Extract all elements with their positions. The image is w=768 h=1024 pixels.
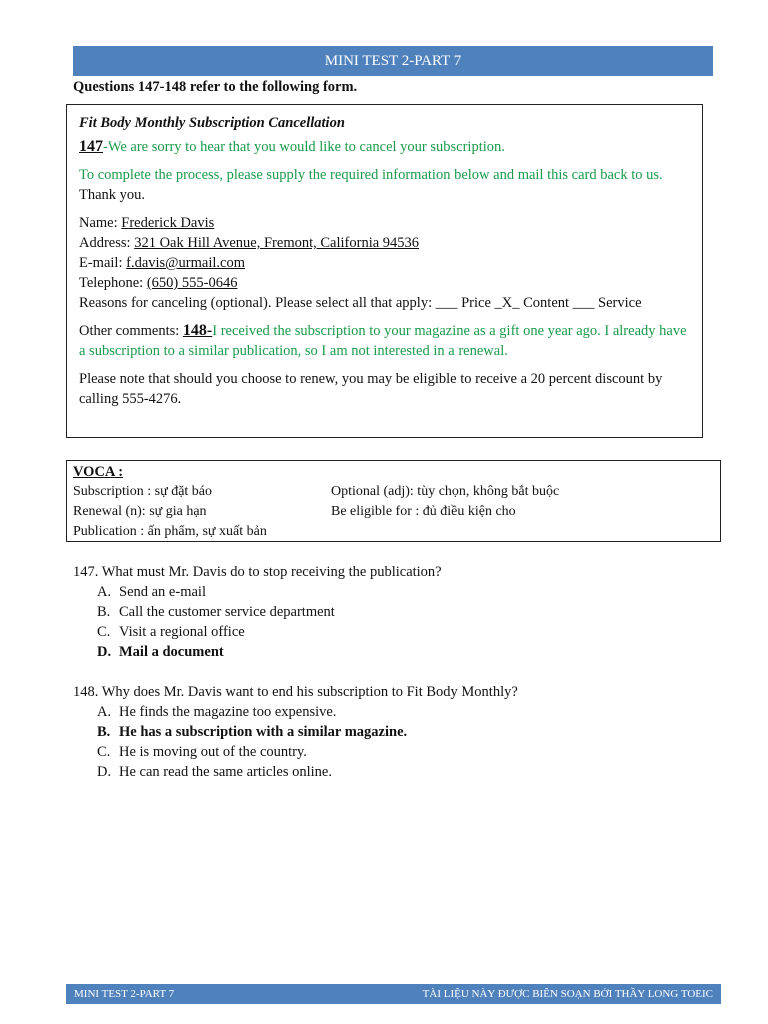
- address-row: [79, 233, 690, 253]
- option-text: He finds the magazine too expensive.: [119, 704, 337, 720]
- reasons-row: Reasons for canceling (optional). Please select all that apply: ___ Price _X_ Content ___ Service: [79, 295, 642, 311]
- vocabulary-box: [66, 460, 721, 542]
- voca-term: Renewal (n): sự gia hạn: [73, 504, 207, 519]
- intro-text: Questions 147-148 refer to the following form.: [73, 79, 358, 95]
- email-row: [79, 253, 690, 273]
- option-letter: A.: [97, 704, 112, 720]
- question-147: [73, 562, 442, 662]
- option-text: Call the customer service department: [119, 604, 335, 620]
- q147-marker: 147: [79, 138, 103, 155]
- option-letter: B.: [97, 724, 111, 740]
- answer-option: [73, 602, 442, 622]
- voca-term: Be eligible for : đủ điều kiện cho: [331, 504, 516, 519]
- answer-option: [73, 762, 518, 782]
- name-value: Frederick Davis: [121, 215, 215, 231]
- comments-text: I received the subscription to your magazine as a gift one year ago. I already have a subscription to a similar publication, so I am not interested in a renewal.: [79, 323, 687, 359]
- voca-term: Optional (adj): tùy chọn, không bắt buộc: [331, 484, 560, 499]
- form-line-1-text: -We are sorry to hear that you would like to cancel your subscription.: [103, 139, 505, 155]
- address-label: Address:: [79, 235, 135, 251]
- option-letter: D.: [97, 764, 112, 780]
- option-text: He is moving out of the country.: [119, 744, 307, 760]
- telephone-row: [79, 273, 690, 293]
- page-footer: [66, 984, 721, 1004]
- question-text: 148. Why does Mr. Davis want to end his subscription to Fit Body Monthly?: [73, 684, 518, 700]
- voca-row: [73, 482, 714, 502]
- option-text: He can read the same articles online.: [119, 764, 332, 780]
- voca-row: [73, 502, 714, 522]
- answer-option: [73, 622, 442, 642]
- option-text: Send an e-mail: [119, 584, 206, 600]
- address-value: 321 Oak Hill Avenue, Fremont, California 94536: [134, 235, 420, 251]
- telephone-value: (650) 555-0646: [146, 275, 238, 291]
- cancellation-form: [66, 104, 703, 438]
- footer-left: MINI TEST 2-PART 7: [74, 988, 175, 1000]
- answer-option: [73, 582, 442, 602]
- form-line-2: [79, 165, 690, 205]
- voca-title: VOCA :: [73, 464, 124, 480]
- option-letter: A.: [97, 584, 112, 600]
- option-letter: C.: [97, 624, 111, 640]
- name-row: [79, 213, 690, 233]
- q148-marker: 148-: [182, 322, 213, 339]
- voca-term: Publication : ấn phẩm, sự xuất bản: [73, 524, 267, 539]
- correct-answer-option: [73, 722, 518, 742]
- comments-row: [79, 321, 690, 361]
- option-text: Visit a regional office: [119, 624, 245, 640]
- email-value: f.davis@urmail.com: [126, 255, 245, 271]
- answer-option: [73, 742, 518, 762]
- correct-answer-option: [73, 642, 442, 662]
- form-title: Fit Body Monthly Subscription Cancellation: [79, 115, 345, 131]
- option-text: He has a subscription with a similar magazine.: [119, 724, 408, 740]
- question-text: 147. What must Mr. Davis do to stop receiving the publication?: [73, 564, 442, 580]
- email-label: E-mail:: [79, 255, 127, 271]
- footer-right: TÀI LIỆU NÀY ĐƯỢC BIÊN SOẠN BỞI THẦY LONG TOEIC: [422, 988, 713, 1000]
- page-header: MINI TEST 2-PART 7: [73, 46, 713, 76]
- option-letter: D.: [97, 644, 112, 660]
- voca-term: Subscription : sự đặt báo: [73, 484, 213, 499]
- name-label: Name:: [79, 215, 122, 231]
- voca-row: [73, 522, 714, 542]
- answer-option: [73, 702, 518, 722]
- option-letter: C.: [97, 744, 111, 760]
- form-line-2-green: To complete the process, please supply the required information below and mail this card back to us.: [79, 167, 663, 183]
- option-letter: B.: [97, 604, 111, 620]
- renewal-note: Please note that should you choose to renew, you may be eligible to receive a 20 percent discount by calling 555-4276.: [79, 371, 663, 407]
- form-line-2-black: Thank you.: [79, 187, 146, 203]
- telephone-label: Telephone:: [79, 275, 147, 291]
- comments-label: Other comments:: [79, 323, 183, 339]
- question-148: [73, 682, 518, 782]
- option-text: Mail a document: [119, 644, 224, 660]
- form-line-1: [79, 137, 690, 157]
